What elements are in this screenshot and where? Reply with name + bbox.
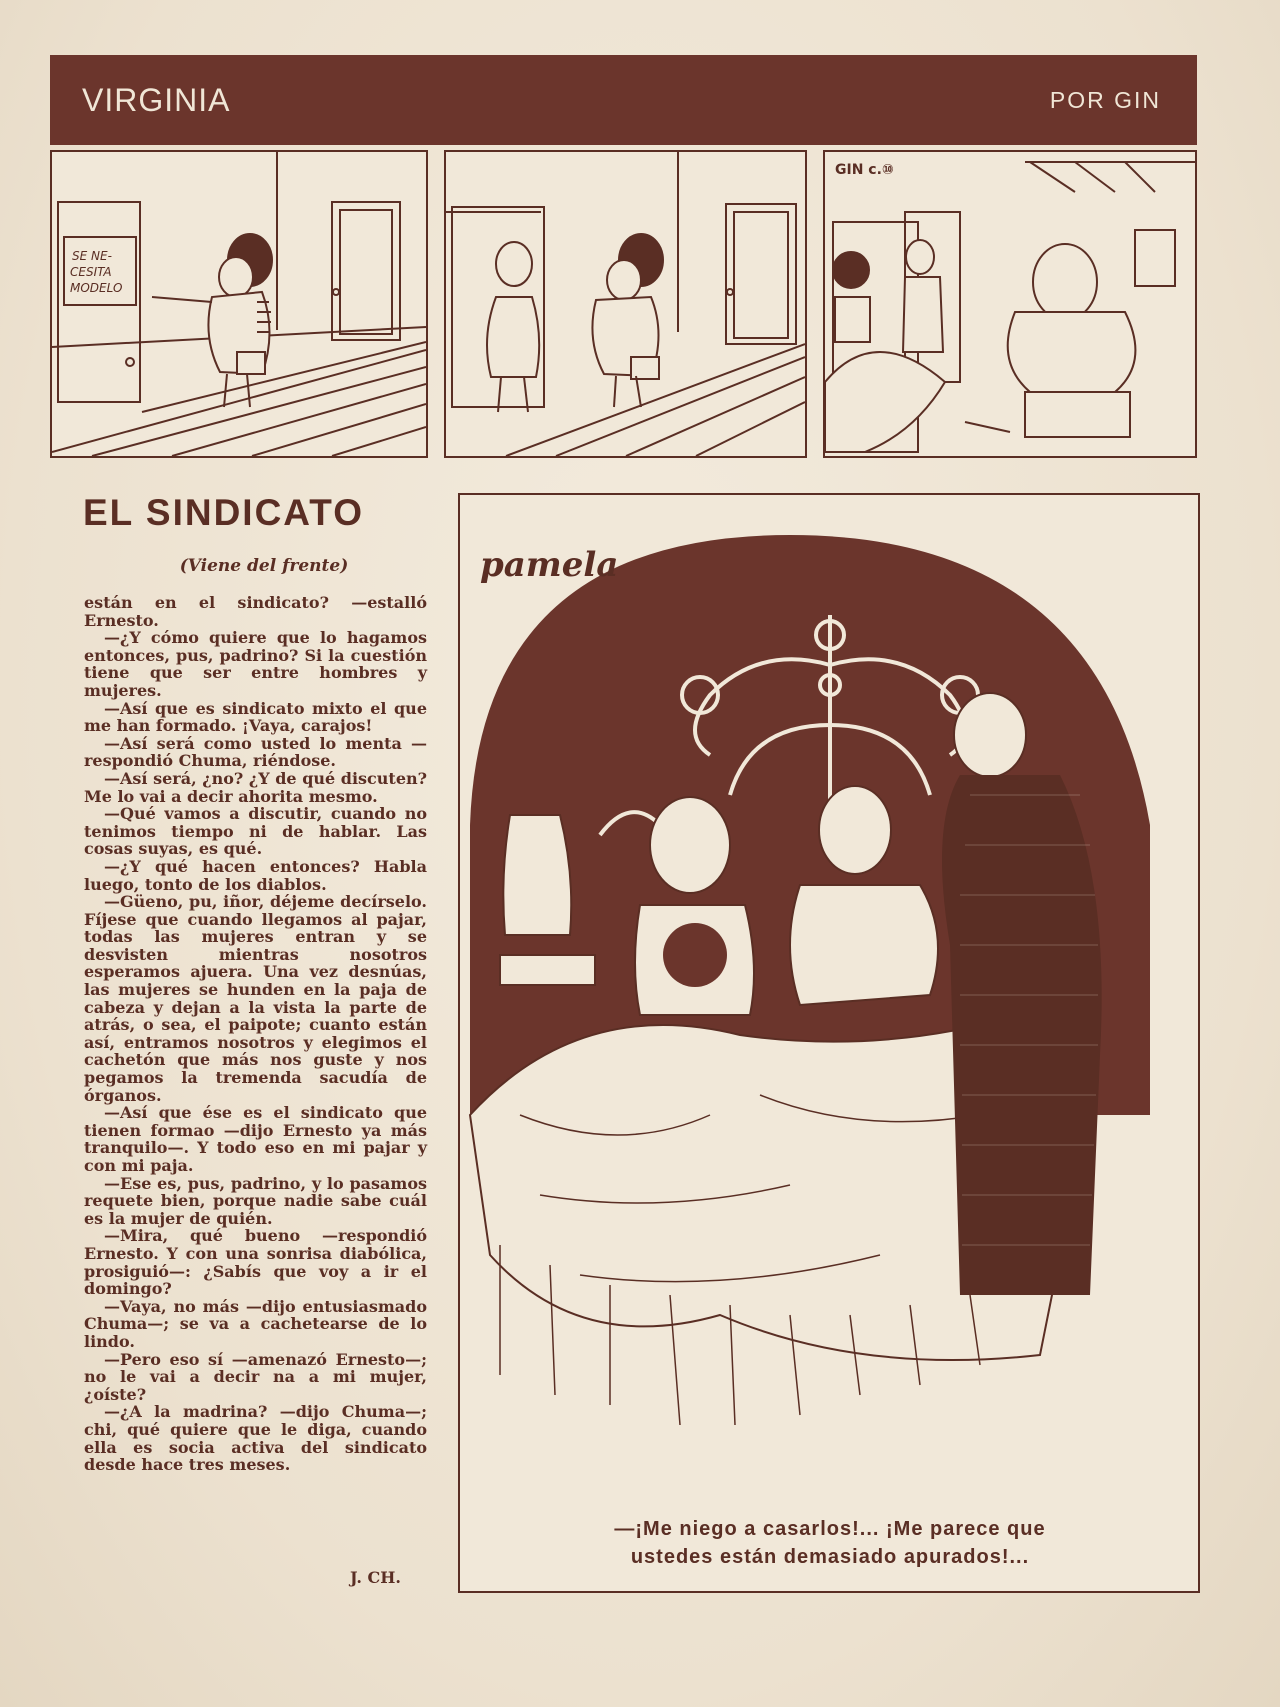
sign-line-1: SE NE- (72, 249, 112, 263)
comic-strip-header (50, 55, 1197, 145)
caption-line-1: —¡Me niego a casarlos!... ¡Me parece que (614, 1518, 1046, 1540)
caption-line-2: ustedes están demasiado apurados!... (630, 1546, 1030, 1568)
panel-1-illustration (52, 152, 426, 456)
article-paragraph: —Así que ése es el sindicato que tienen formao —dijo Ernesto ya más tranquilo—. Y todo eso en mi pajar y con mi paja. (84, 1103, 427, 1175)
comic-title: VIRGINIA (82, 81, 231, 118)
cartoon-illustration (460, 495, 1198, 1591)
article-paragraph: —Pero eso sí —amenazó Ernesto—; no le vai a decir na a mi mujer, ¿oíste? (84, 1349, 427, 1404)
cartoon-frame (458, 493, 1200, 1593)
article-title: EL SINDICATO (83, 492, 364, 533)
comic-panel-3 (823, 150, 1197, 458)
article-paragraph: —Así será como usted lo menta —respondió Chuma, riéndose. (84, 733, 427, 771)
article-paragraph: —Así que es sindicato mixto el que me han formado. ¡Vaya, carajos! (84, 698, 427, 736)
comic-panel-1 (50, 150, 428, 458)
article-paragraph: —Así será, ¿no? ¿Y de qué discuten? Me lo vai a decir ahorita mesmo. (84, 768, 427, 806)
article-paragraph: —Vaya, no más —dijo entusiasmado Chuma—; se va a cachetearse de lo lindo. (84, 1296, 427, 1351)
panel-2-illustration (446, 152, 805, 456)
comic-byline: POR GIN (1049, 86, 1161, 113)
article-subtitle: (Viene del frente) (179, 556, 349, 576)
cartoon-brand: pamela (480, 545, 619, 585)
article-paragraph: —Güeno, pu, iñor, déjeme decírselo. Fíjese que cuando llegamos al pajar, todas las mujeres entran y se desvisten mientras nosotros esperamos ajuera. Una vez desnúas, las mujeres se hunden en la paja de cabeza y dejan a la vista la parte de atrás, o sea, el paipote; cuanto están así, entramos nosotros y elegimos el cachetón que más nos guste y nos pegamos la tremenda sacudía de órganos. (84, 892, 427, 1105)
panel-3-signature: GIN c.⑩ (835, 162, 894, 178)
panel-3-illustration (825, 152, 1195, 456)
article-paragraph: —Mira, qué bueno —respondió Ernesto. Y con una sonrisa diabólica, prosiguió—: ¿Sabís que voy a ir el domingo? (84, 1226, 427, 1299)
sign-line-3: MODELO (70, 281, 123, 295)
article-paragraph: —¿Y qué hacen entonces? Habla luego, tonto de los diablos. (84, 856, 427, 894)
sign-line-2: CESITA (70, 265, 112, 279)
cartoon-caption (500, 1515, 1160, 1571)
article-paragraph: —¿Y cómo quiere que lo hagamos entonces, pus, padrino? Si la cuestión tiene que ser entre hombres y mujeres. (84, 628, 427, 700)
article-body (84, 594, 427, 1474)
comic-panel-2 (444, 150, 807, 458)
article-paragraph: —Qué vamos a discutir, cuando no tenimos tiempo ni de hablar. Las cosas suyas, es qué. (84, 804, 427, 859)
article-signature: J. CH. (350, 1568, 401, 1587)
article-paragraph: están en el sindicato? —estalló Ernesto. (84, 593, 427, 630)
article-paragraph: —Ese es, pus, padrino, y lo pasamos requete bien, porque nadie sabe cuál es la mujer de quién. (84, 1173, 427, 1228)
article-paragraph: —¿A la madrina? —dijo Chuma—; chi, qué quiere que le diga, cuando ella es socia activa del sindicato desde hace tres meses. (84, 1402, 427, 1475)
